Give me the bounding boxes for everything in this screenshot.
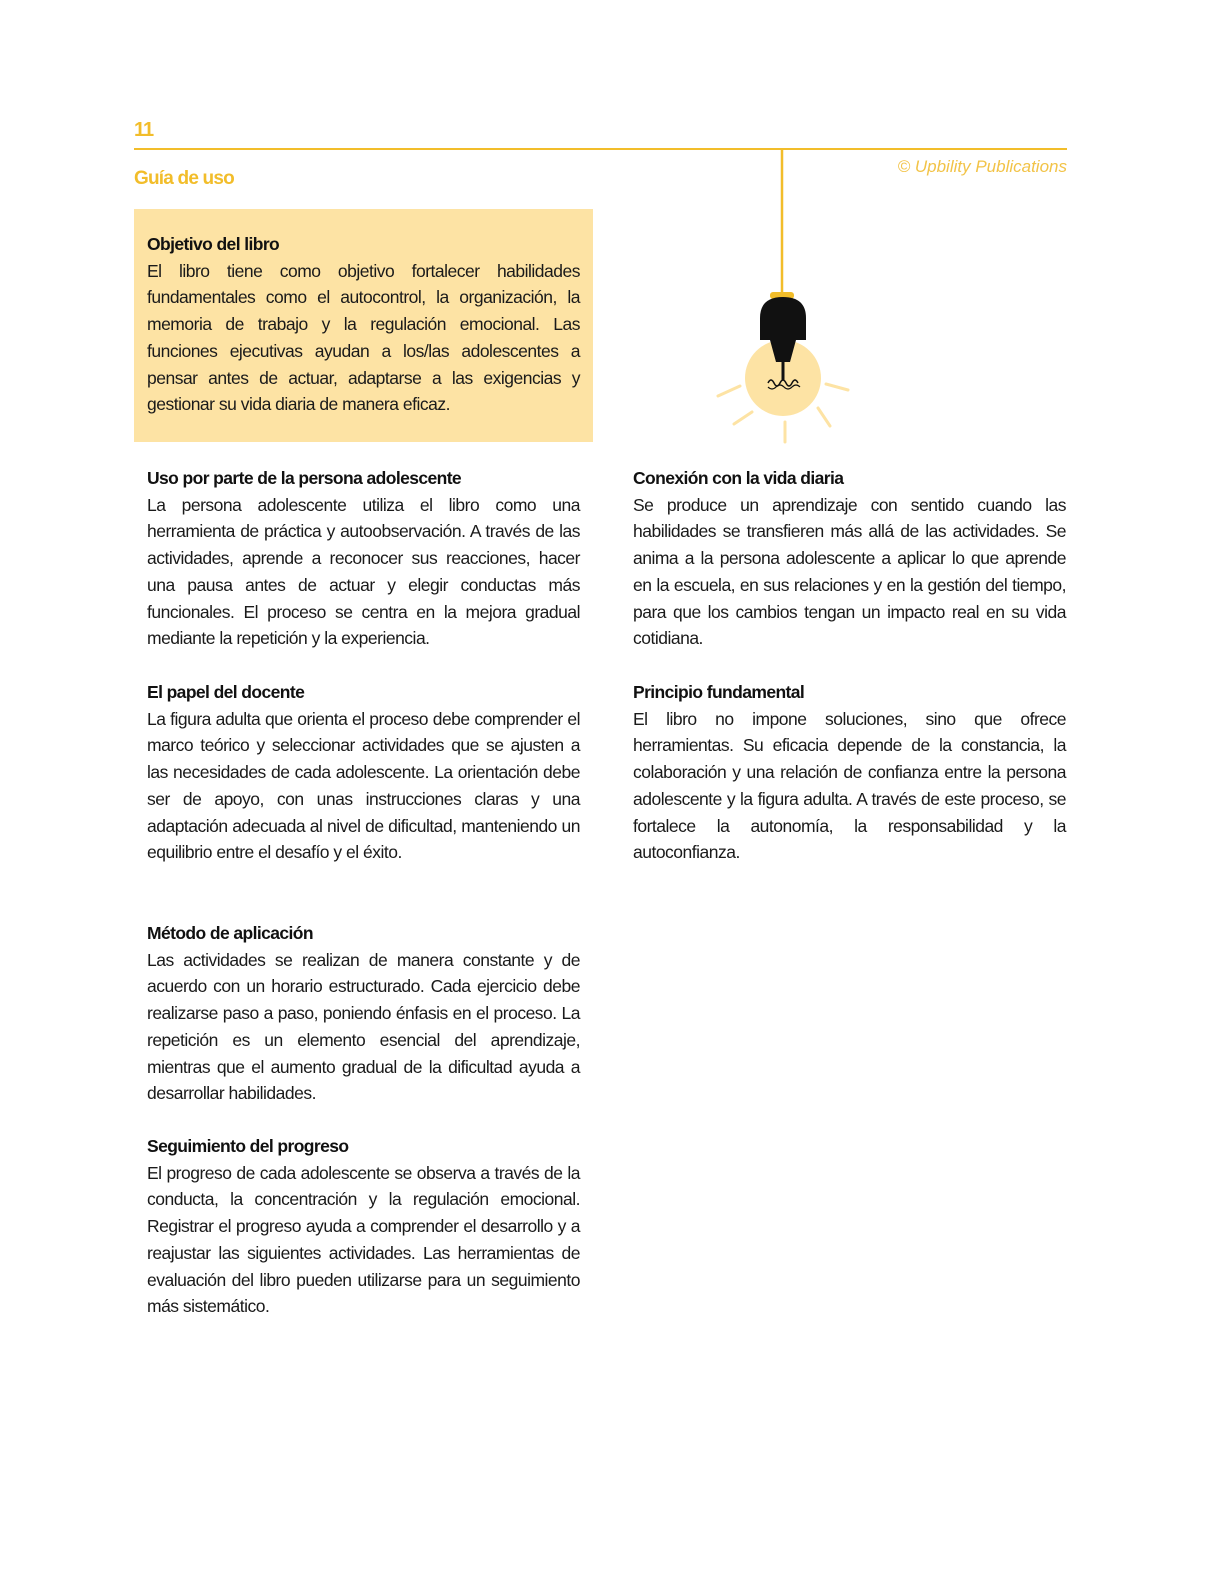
section-seguimiento — [147, 1133, 580, 1320]
bulb-ray — [818, 408, 830, 426]
section-principio — [633, 679, 1066, 866]
section-heading: El papel del docente — [147, 682, 305, 702]
section-heading: Principio fundamental — [633, 682, 805, 702]
page-number: 11 — [134, 119, 154, 141]
section-body: El libro tiene como objetivo fortalecer habilidades fundamentales como el autocontrol, la organización, la memoria de trabajo y la regulación emocional. Las funciones ejecutivas ayudan a los/las adolescentes a pensar antes de actuar, adaptarse a las exigencias y gestionar su vida diaria de manera eficaz. — [147, 260, 580, 415]
light-bulb-icon — [700, 150, 870, 450]
section-heading: Objetivo del libro — [147, 234, 280, 254]
section-objetivo — [147, 231, 580, 418]
bulb-socket — [760, 297, 806, 340]
section-body: Se produce un aprendizaje con sentido cuando las habilidades se transfieren más allá de las actividades. Se anima a la persona adolescente a aplicar lo que aprende en la escuela, en sus relaciones y en la gestión del tiempo, para que los cambios tengan un impacto real en su vida cotidiana. — [633, 494, 1066, 649]
section-conexion — [633, 465, 1066, 652]
section-papel — [147, 679, 580, 866]
copyright-notice: © Upbility Publications — [897, 157, 1067, 176]
section-body: La persona adolescente utiliza el libro como una herramienta de práctica y autoobservación. A través de las actividades, aprende a reconocer sus reacciones, hacer una pausa antes de actuar y elegir conductas más funcionales. El proceso se centra en la mejora gradual mediante la repetición y la experiencia. — [147, 494, 580, 649]
section-heading: Método de aplicación — [147, 923, 313, 943]
section-body: Las actividades se realizan de manera constante y de acuerdo con un horario estructurado. Cada ejercicio debe realizarse paso a paso, poniendo énfasis en el proceso. La repetición es un elemento esencial del aprendizaje, mientras que el aumento gradual de la dificultad ayuda a desarrollar habilidades. — [147, 949, 580, 1104]
bulb-ray — [718, 386, 740, 396]
section-body: El libro no impone soluciones, sino que ofrece herramientas. Su eficacia depende de la constancia, la colaboración y una relación de confianza entre la persona adolescente y la figura adulta. A través de este proceso, se fortalece la autonomía, la responsabilidad y la autoconfianza. — [633, 708, 1066, 863]
section-body: La figura adulta que orienta el proceso debe comprender el marco teórico y seleccionar actividades que se ajusten a las necesidades de cada adolescente. La orientación debe ser de apoyo, con unas instrucciones claras y una adaptación adecuada al nivel de dificultad, manteniendo un equilibrio entre el desafío y el éxito. — [147, 708, 580, 863]
section-heading: Conexión con la vida diaria — [633, 468, 844, 488]
section-body: El progreso de cada adolescente se observa a través de la conducta, la concentración y la regulación emocional. Registrar el progreso ayuda a comprender el desarrollo y a reajustar las siguientes actividades. Las herramientas de evaluación del libro pueden utilizarse para un seguimiento más sistemático. — [147, 1162, 580, 1317]
section-uso — [147, 465, 580, 652]
section-heading: Uso por parte de la persona adolescente — [147, 468, 462, 488]
section-heading: Seguimiento del progreso — [147, 1136, 349, 1156]
section-title: Guía de uso — [134, 168, 234, 189]
bulb-ray — [734, 412, 752, 424]
header-rule — [134, 148, 1067, 150]
section-metodo — [147, 920, 580, 1107]
bulb-ray — [826, 384, 848, 390]
